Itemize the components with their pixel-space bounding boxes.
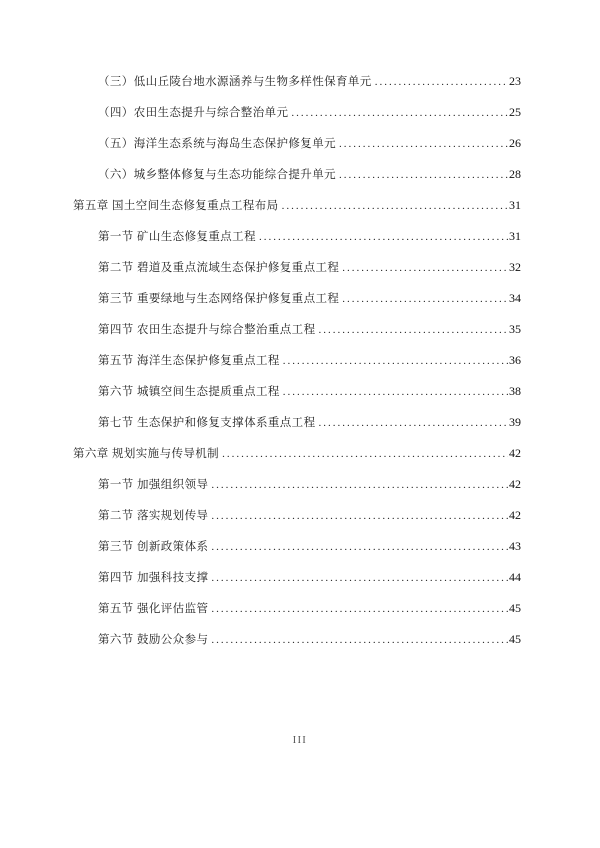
- toc-entry-title: 第一节 矿山生态修复重点工程: [98, 231, 256, 243]
- toc-entry-title: 第一节 加强组织领导: [98, 479, 209, 491]
- toc-entry-page: 45: [509, 632, 521, 646]
- toc-entry-title: 第二节 碧道及重点流域生态保护修复重点工程: [98, 262, 340, 274]
- toc-entry-title: 第六节 鼓励公众参与: [98, 634, 209, 646]
- toc-entry-page: 42: [509, 446, 521, 460]
- toc-entry-page: 38: [509, 384, 521, 398]
- toc-entry: [73, 624, 521, 655]
- toc-entry-title: 第四节 加强科技支撑: [98, 572, 209, 584]
- toc-entry-page: 28: [509, 167, 521, 181]
- dot-leader: [339, 159, 508, 191]
- toc-entry-title: 第三节 重要绿地与生态网络保护修复重点工程: [98, 293, 340, 305]
- toc-entry-title: 第五节 海洋生态保护修复重点工程: [98, 355, 280, 367]
- toc-entry-title: 第六章 规划实施与传导机制: [73, 448, 220, 460]
- dot-leader: [211, 593, 508, 625]
- toc-entry-page: 42: [509, 508, 521, 522]
- toc-entry: [73, 531, 521, 562]
- toc-entry: [73, 66, 521, 97]
- toc-entry: [73, 283, 521, 314]
- table-of-contents: [73, 66, 521, 655]
- toc-entry-title: （四）农田生态提升与综合整治单元: [98, 107, 289, 119]
- toc-entry-title: 第四节 农田生态提升与综合整治重点工程: [98, 324, 316, 336]
- toc-entry: [73, 345, 521, 376]
- dot-leader: [259, 221, 508, 253]
- dot-leader: [283, 376, 508, 408]
- dot-leader: [211, 531, 508, 563]
- toc-entry: [73, 562, 521, 593]
- toc-entry: [73, 407, 521, 438]
- toc-entry-page: 35: [509, 322, 521, 336]
- toc-entry: [73, 190, 521, 221]
- toc-entry-page: 32: [509, 260, 521, 274]
- toc-entry-page: 25: [509, 105, 521, 119]
- toc-entry-title: 第二节 落实规划传导: [98, 510, 209, 522]
- dot-leader: [282, 190, 508, 222]
- toc-entry-page: 44: [509, 570, 521, 584]
- page-number: III: [292, 735, 308, 746]
- toc-entry-page: 23: [509, 74, 521, 88]
- toc-entry-title: 第五节 强化评估监管: [98, 603, 209, 615]
- dot-leader: [211, 624, 508, 656]
- toc-entry: [73, 314, 521, 345]
- dot-leader: [342, 283, 508, 315]
- toc-entry-page: 42: [509, 477, 521, 491]
- toc-entry: [73, 128, 521, 159]
- toc-entry-title: （六）城乡整体修复与生态功能综合提升单元: [98, 169, 336, 181]
- toc-entry-page: 26: [509, 136, 521, 150]
- toc-entry: [73, 469, 521, 500]
- dot-leader: [318, 407, 508, 439]
- toc-entry-page: 34: [509, 291, 521, 305]
- toc-entry-title: 第六节 城镇空间生态提质重点工程: [98, 386, 280, 398]
- toc-entry-title: 第七节 生态保护和修复支撑体系重点工程: [98, 417, 316, 429]
- toc-entry: [73, 159, 521, 190]
- dot-leader: [342, 252, 508, 284]
- toc-entry: [73, 593, 521, 624]
- toc-entry-page: 31: [509, 198, 521, 212]
- toc-entry-page: 36: [509, 353, 521, 367]
- toc-entry-page: 39: [509, 415, 521, 429]
- dot-leader: [339, 128, 508, 160]
- toc-entry: [73, 97, 521, 128]
- toc-entry: [73, 500, 521, 531]
- dot-leader: [222, 438, 508, 470]
- dot-leader: [211, 469, 508, 501]
- toc-entry-title: （三）低山丘陵台地水源涵养与生物多样性保育单元: [98, 76, 372, 88]
- dot-leader: [291, 97, 508, 129]
- dot-leader: [283, 345, 508, 377]
- toc-entry: [73, 438, 521, 469]
- toc-entry: [73, 376, 521, 407]
- toc-entry-title: 第五章 国土空间生态修复重点工程布局: [73, 200, 279, 212]
- dot-leader: [318, 314, 508, 346]
- dot-leader: [375, 66, 508, 98]
- toc-entry-title: 第三节 创新政策体系: [98, 541, 209, 553]
- dot-leader: [211, 562, 508, 594]
- toc-entry-page: 31: [509, 229, 521, 243]
- toc-entry-page: 43: [509, 539, 521, 553]
- toc-entry-page: 45: [509, 601, 521, 615]
- page-footer: [0, 730, 600, 746]
- dot-leader: [211, 500, 508, 532]
- toc-entry: [73, 252, 521, 283]
- toc-entry-title: （五）海洋生态系统与海岛生态保护修复单元: [98, 138, 336, 150]
- toc-entry: [73, 221, 521, 252]
